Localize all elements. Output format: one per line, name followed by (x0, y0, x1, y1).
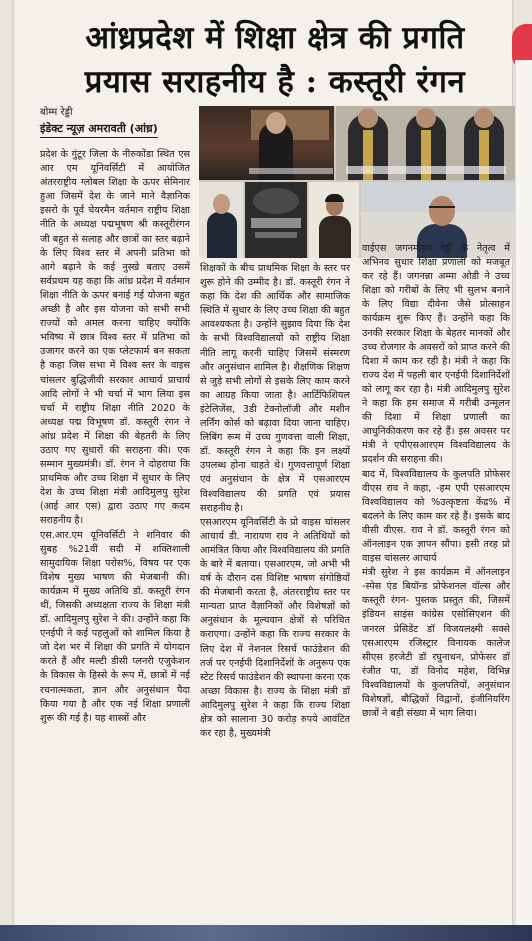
paragraph: वाईएस जगनमोहन रेड्डी के नेतृत्व में अभिनव सुधार शिक्षा प्रणाली को मजबूत कर रहे हैं। जगनन्ना अम्मा ओडी ने उच्च शिक्षा को गरीबों के लिए भी सुलभ बनाने के लिए विद्या दीवेना जैसे प्रोत्साहन कार्यक्रम शुरू किए हैं। उन्होंने कहा कि उनकी सरकार शिक्षा के बेहतर मानकों और उच्च रोजगार के अवसरों को प्राप्त करने की दिशा में काम कर रही है। मंत्री ने कहा कि राज्य देश में पहली बार एनईपी दिशानिर्देशों को लागू कर रहा है। मंत्री आदिमुलपु सुरेश ने कहा कि हम समाज में गरीबी उन्मूलन की दिशा में शिक्षा प्रणाली का आधुनिकीकरण कर रहे हैं। इस अवसर पर मंत्री ने एपीएसआरएम विश्वविद्यालय के प्रदर्शन की सराहना की। (362, 243, 510, 466)
paragraph: प्रदेश के गुंटूर जिला के नीरुकोंडा स्थित एस आर एम यूनिवर्सिटी में आयोजित अंतरराष्ट्रीय ग्लोबल शिक्षा के ऊपर सेमिनार हुआ जिसमें देश के जाने माने वैज्ञानिक इसरो के पूर्व चेयरमैन वर्तमान राष्ट्रीय शिक्षा नीति के अध्यक्ष पद्मभूषण श्री कस्तूरीरंगन जी बहुत से सलाह और छात्रों का स्तर बढ़ाने के लिए विश्व स्तर में अपनी प्रतिभा को आगे बढ़ाने के कई नुस्खे बताए उसमें सर्वप्रथम यह कहा कि आंध्र प्रदेश में वर्तमान शिक्षा नीति के ऊपर बनाई गई योजना बहुत अच्छी है और इस योजना को सभी सभी राज्यों को अमल करना चाहिए क्योंकि भविष्य में छात्र विश्व स्तर में प्रतिभा को उजागर करने का एक प्लेटफार्म बन सकता है कहा जिस सभा में विश्व स्तर के वाइस चांसलर बुद्धिजीवी सरकार आचार्य प्राचार्य आदि लोगों ने भी चर्चा में भाग लिया इस चर्चा में राष्ट्रीय शिक्षा नीति 2020 के अध्यक्ष पद्म विभूषण डॉ. कस्तूरी रंगन ने आंध्र प्रदेश में शिक्षा की बेहतरी के लिए उठाए गए सुधारों की सराहना की। एक सम्मान मुख्यमंत्री। डॉ. रंगन ने दोहराया कि प्राथमिक और उच्च शिक्षा में सुधार के लिए देश के उच्च शिक्षा मंत्री आदिमुलपु सुरेश (आई आर एस) द्वारा उठाए गए कदम सराहनीय है। (40, 149, 190, 527)
photo-portrait-1 (199, 182, 243, 258)
photo-speaker-at-podium (199, 106, 334, 180)
dateline: इंडेक्ट न्यूज़ अमरावती (आंध्र) (40, 121, 158, 138)
paragraph: मंत्री सुरेश ने इस कार्यक्रम में ऑनलाइन -स्पेस एंड बियॉन्ड प्रोफेशनल वॉल्स और कस्तूरी रंगन- पुस्तक प्रस्तुत की, जिसमें इंडियन साइंस कांग्रेस एसोसिएशन की जनरल प्रेसिडेंट डॉ विजयलक्ष्मी सक्से एसआरएम रजिस्ट्रार विनायक कालेज सीएस हरजेटी डॉ रघुनाथन, प्रोफेसर डॉ रंजीत पा, डॉ विनोद महेश, विभिन्न विश्वविद्यालयों के कुलपतियों, अनुसंधान विशेषज्ञों, बौद्धिकों विद्वानों, इंजीनियरिंग छात्रों ने बड़ी संख्या में भाग लिया। (362, 567, 510, 720)
headline (40, 16, 510, 104)
article-column-2 (200, 262, 350, 927)
paragraph: एसआरएम यूनिवर्सिटी के प्रो वाइस चांसलर आचार्य डी. नारायण राव ने अतिथियों को आमंत्रित किया और विश्वविद्यालय की प्रगति के बारे में बताया। एसआरएम, जो अभी भी वर्ष के दौरान दस विशिष्ट भाषण संगोष्ठियों की मेजबानी करता है, अंतरराष्ट्रीय स्तर पर मान्यता प्राप्त वैज्ञानिकों और विशेषज्ञों को अनुसंधान के मूल्यवान क्षेत्रों से परिचित कराएगा। उन्होंने कहा कि राज्य सरकार के लिए देश में नेशनल रिसर्च फाउंडेशन की तर्ज पर एनईपी दिशानिर्देशों के अनुरूप एक स्टेट रिसर्च फाउंडेशन की स्थापना करना एक अच्छा विकास है। राज्य के शिक्षा मंत्री डॉ आदिमुलपु सुरेश ने कहा कि राज्य शिक्षा क्षेत्र को सालाना 30 करोड़ रुपये आवंटित कर रहा है, मुख्यमंत्री (200, 516, 350, 740)
photo-dignitaries-in-robes (336, 106, 519, 180)
article-column-3 (362, 242, 510, 927)
article-column-1 (40, 148, 190, 928)
adjacent-page-edge (515, 60, 532, 925)
paragraph: बाद में, विश्वविद्यालय के कुलपति प्रोफेसर वीएस राव ने कहा, -हम एपी एसआरएम विश्वविद्यालय को %उत्कृष्टता केंद्र% में बदलने के लिए काम कर रहे हैं। इसके बाद वीसी वीएस. राव ने डॉ. कस्तूरी रंगन को ऑनलाइन एक ज्ञापन सौंपा। इसी तरह प्रो वाइस चांसलर आचार्य (362, 468, 510, 565)
paragraph: एस.आर.एम यूनिवर्सिटी ने शनिवार की सुबह %21वीं सदी में शक्तिशाली सामुदायिक शिक्षा परोस%, विषय पर एक विशेष मुख्य भाषण की मेजबानी की। कार्यक्रम में मुख्य अतिथि डॉ. कस्तूरी रंगन थीं, जिसकी अध्यक्षता राज्य के शिक्षा मंत्री डॉ. आदिमुलपु सुरेश ने की। उन्होंने कहा कि एनईपी ने कई पहलुओं को शामिल किया है जो देश भर में शिक्षा की प्रगति में योगदान करते हैं और मल्टी डीसी प्लनरी एजुकेशन के विकास के हिस्से के रूप में, छात्रों में नई रचनात्मकता, ज्ञान और अनुसंधान पैदा किया गया है और एक नई शिक्षा प्रणाली शुरू की गई है। यह शास्त्रों और (40, 529, 190, 724)
photo-portrait-2 (309, 182, 359, 258)
author: बोम्म रेड्डी (40, 107, 73, 118)
bottom-edge-strip (0, 925, 532, 941)
photo-collage (199, 106, 519, 258)
headline-line-2: प्रयास सराहनीय है : कस्तूरी रंगन (84, 64, 466, 100)
headline-line-1: आंध्रप्रदेश में शिक्षा क्षेत्र की प्रगति (85, 20, 465, 56)
paragraph: शिक्षकों के बीच प्राथमिक शिक्षा के स्तर पर शुरू होने की उम्मीद है। डॉ. कस्तूरी रंगन ने कहा कि देश की आर्थिक और सामाजिक स्थिति में सुधार के लिए उच्च शिक्षा की बहुत आवश्यकता है। उन्होंने सुझाव दिया कि देश के सभी विश्वविद्यालयों को राष्ट्रीय शिक्षा नीति लागू करनी चाहिए जिसमें संस्मरण और अनुसंधान शामिल है। शैक्षणिक शिक्षण से जुड़े सभी लोगों से इसके लिए काम करने का आग्रह किया जाता है। आर्टिफिशियल इंटेलिजेंस, 3डी टेक्नोलॉजी और मशीन लर्निंग कोर्स को बढ़ावा दिया जाना चाहिए। लिबिंग रूम में उच्च गुणवत्ता वाली शिक्षा, डॉ. कस्तूरी रंगन ने कहा कि इन लक्ष्यों उपलब्ध होना चाहते थे। गुणवत्तापूर्ण शिक्षा एवं अनुसंधान के क्षेत्र में एसआरएम विश्वविद्यालय की प्रगति एवं प्रयास सराहनीय है। (200, 263, 350, 514)
photo-book-cover (245, 182, 307, 258)
